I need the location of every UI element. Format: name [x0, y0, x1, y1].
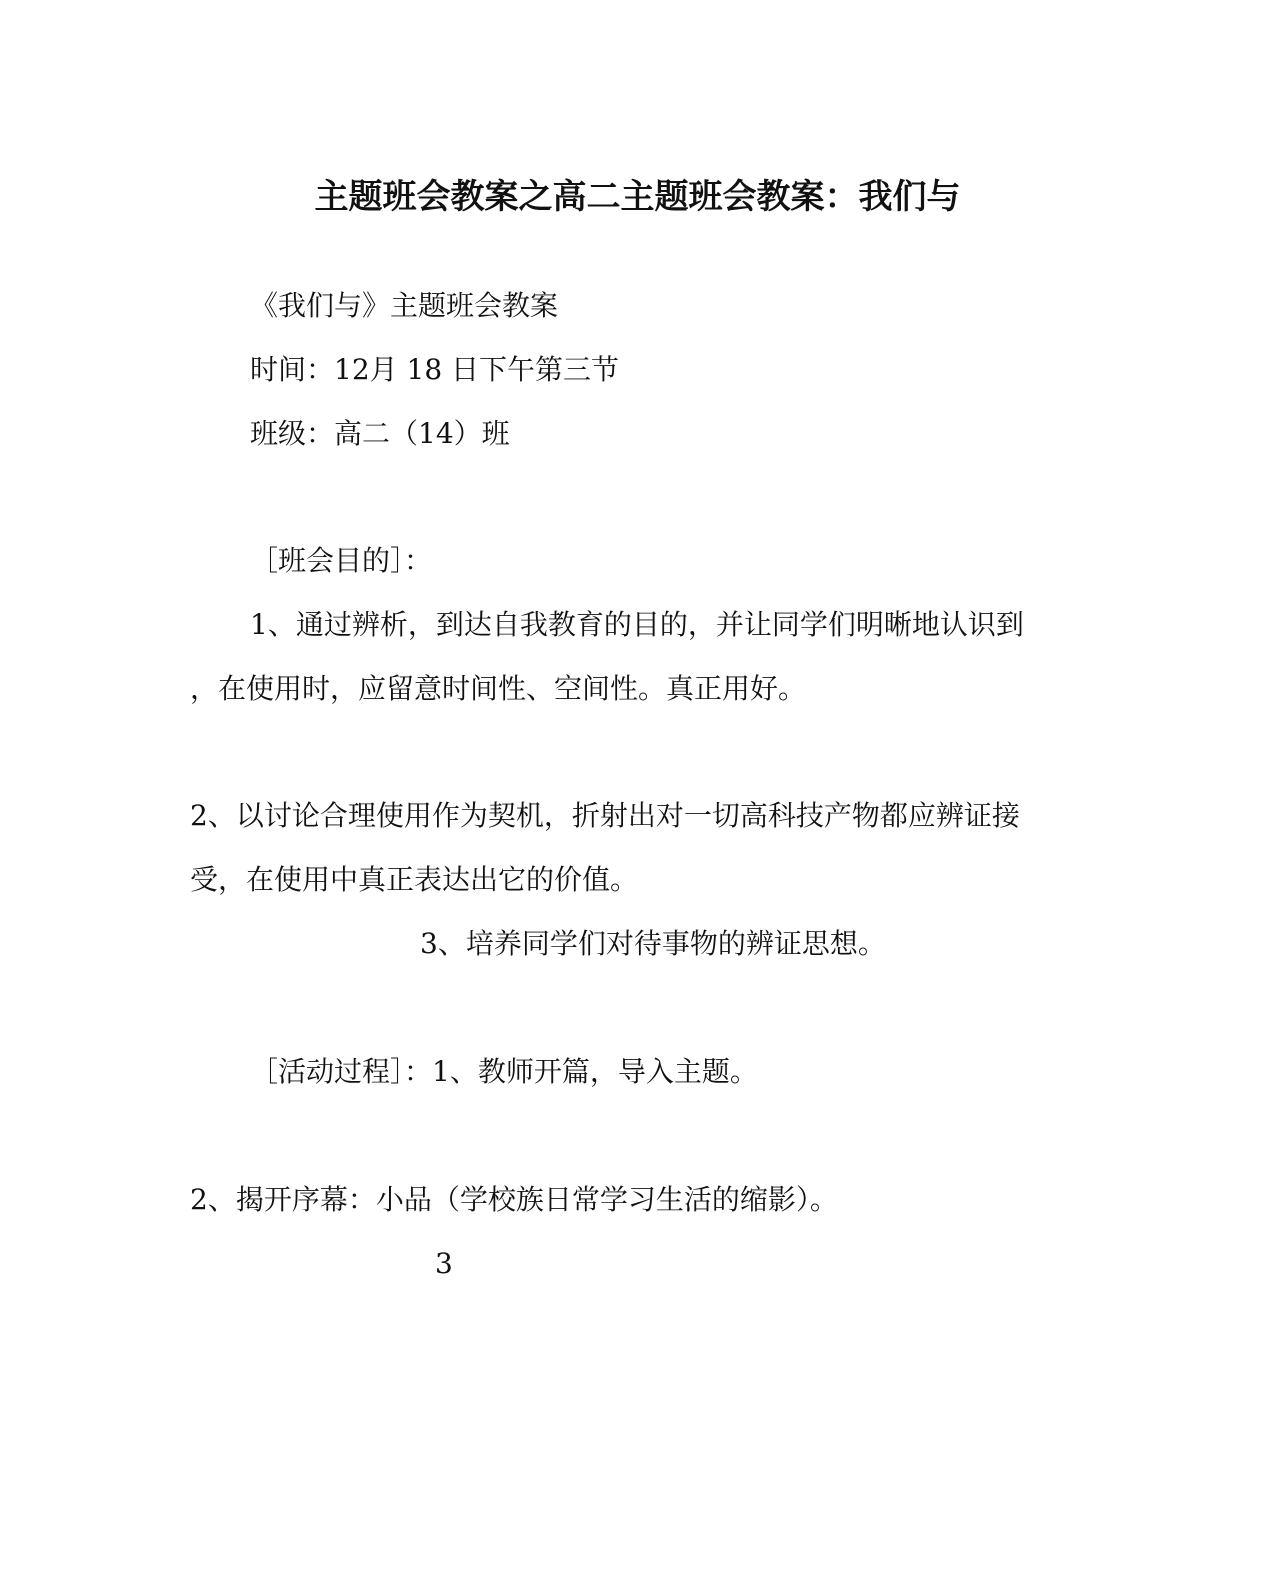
lesson-plan-subtitle: 《我们与》主题班会教案 [250, 289, 559, 322]
purpose-item-3: 3、培养同学们对待事物的辨证思想。 [420, 927, 886, 960]
page-number: 3 [435, 1247, 453, 1280]
process-heading: ［活动过程］：1、教师开篇，导入主题。 [250, 1055, 758, 1088]
purpose-item-1-line-2: ，在使用时，应留意时间性、空间性。真正用好。 [190, 672, 807, 705]
class-line: 班级：高二（14）班 [250, 417, 510, 450]
document-title: 主题班会教案之高二主题班会教案：我们与 [314, 177, 961, 217]
purpose-item-2-line-1: 2、以讨论合理使用作为契机，折射出对一切高科技产物都应辨证接 [190, 799, 1020, 832]
purpose-heading: ［班会目的］： [250, 544, 433, 577]
purpose-item-1-line-1: 1、通过辨析，到达自我教育的目的，并让同学们明晰地认识到 [250, 608, 1024, 641]
purpose-item-2-line-2: 受，在使用中真正表达出它的价值。 [190, 863, 639, 896]
time-line: 时间：12月 18 日下午第三节 [250, 353, 620, 386]
process-item-2: 2、揭开序幕：小品（学校族日常学习生活的缩影）。 [190, 1183, 838, 1216]
